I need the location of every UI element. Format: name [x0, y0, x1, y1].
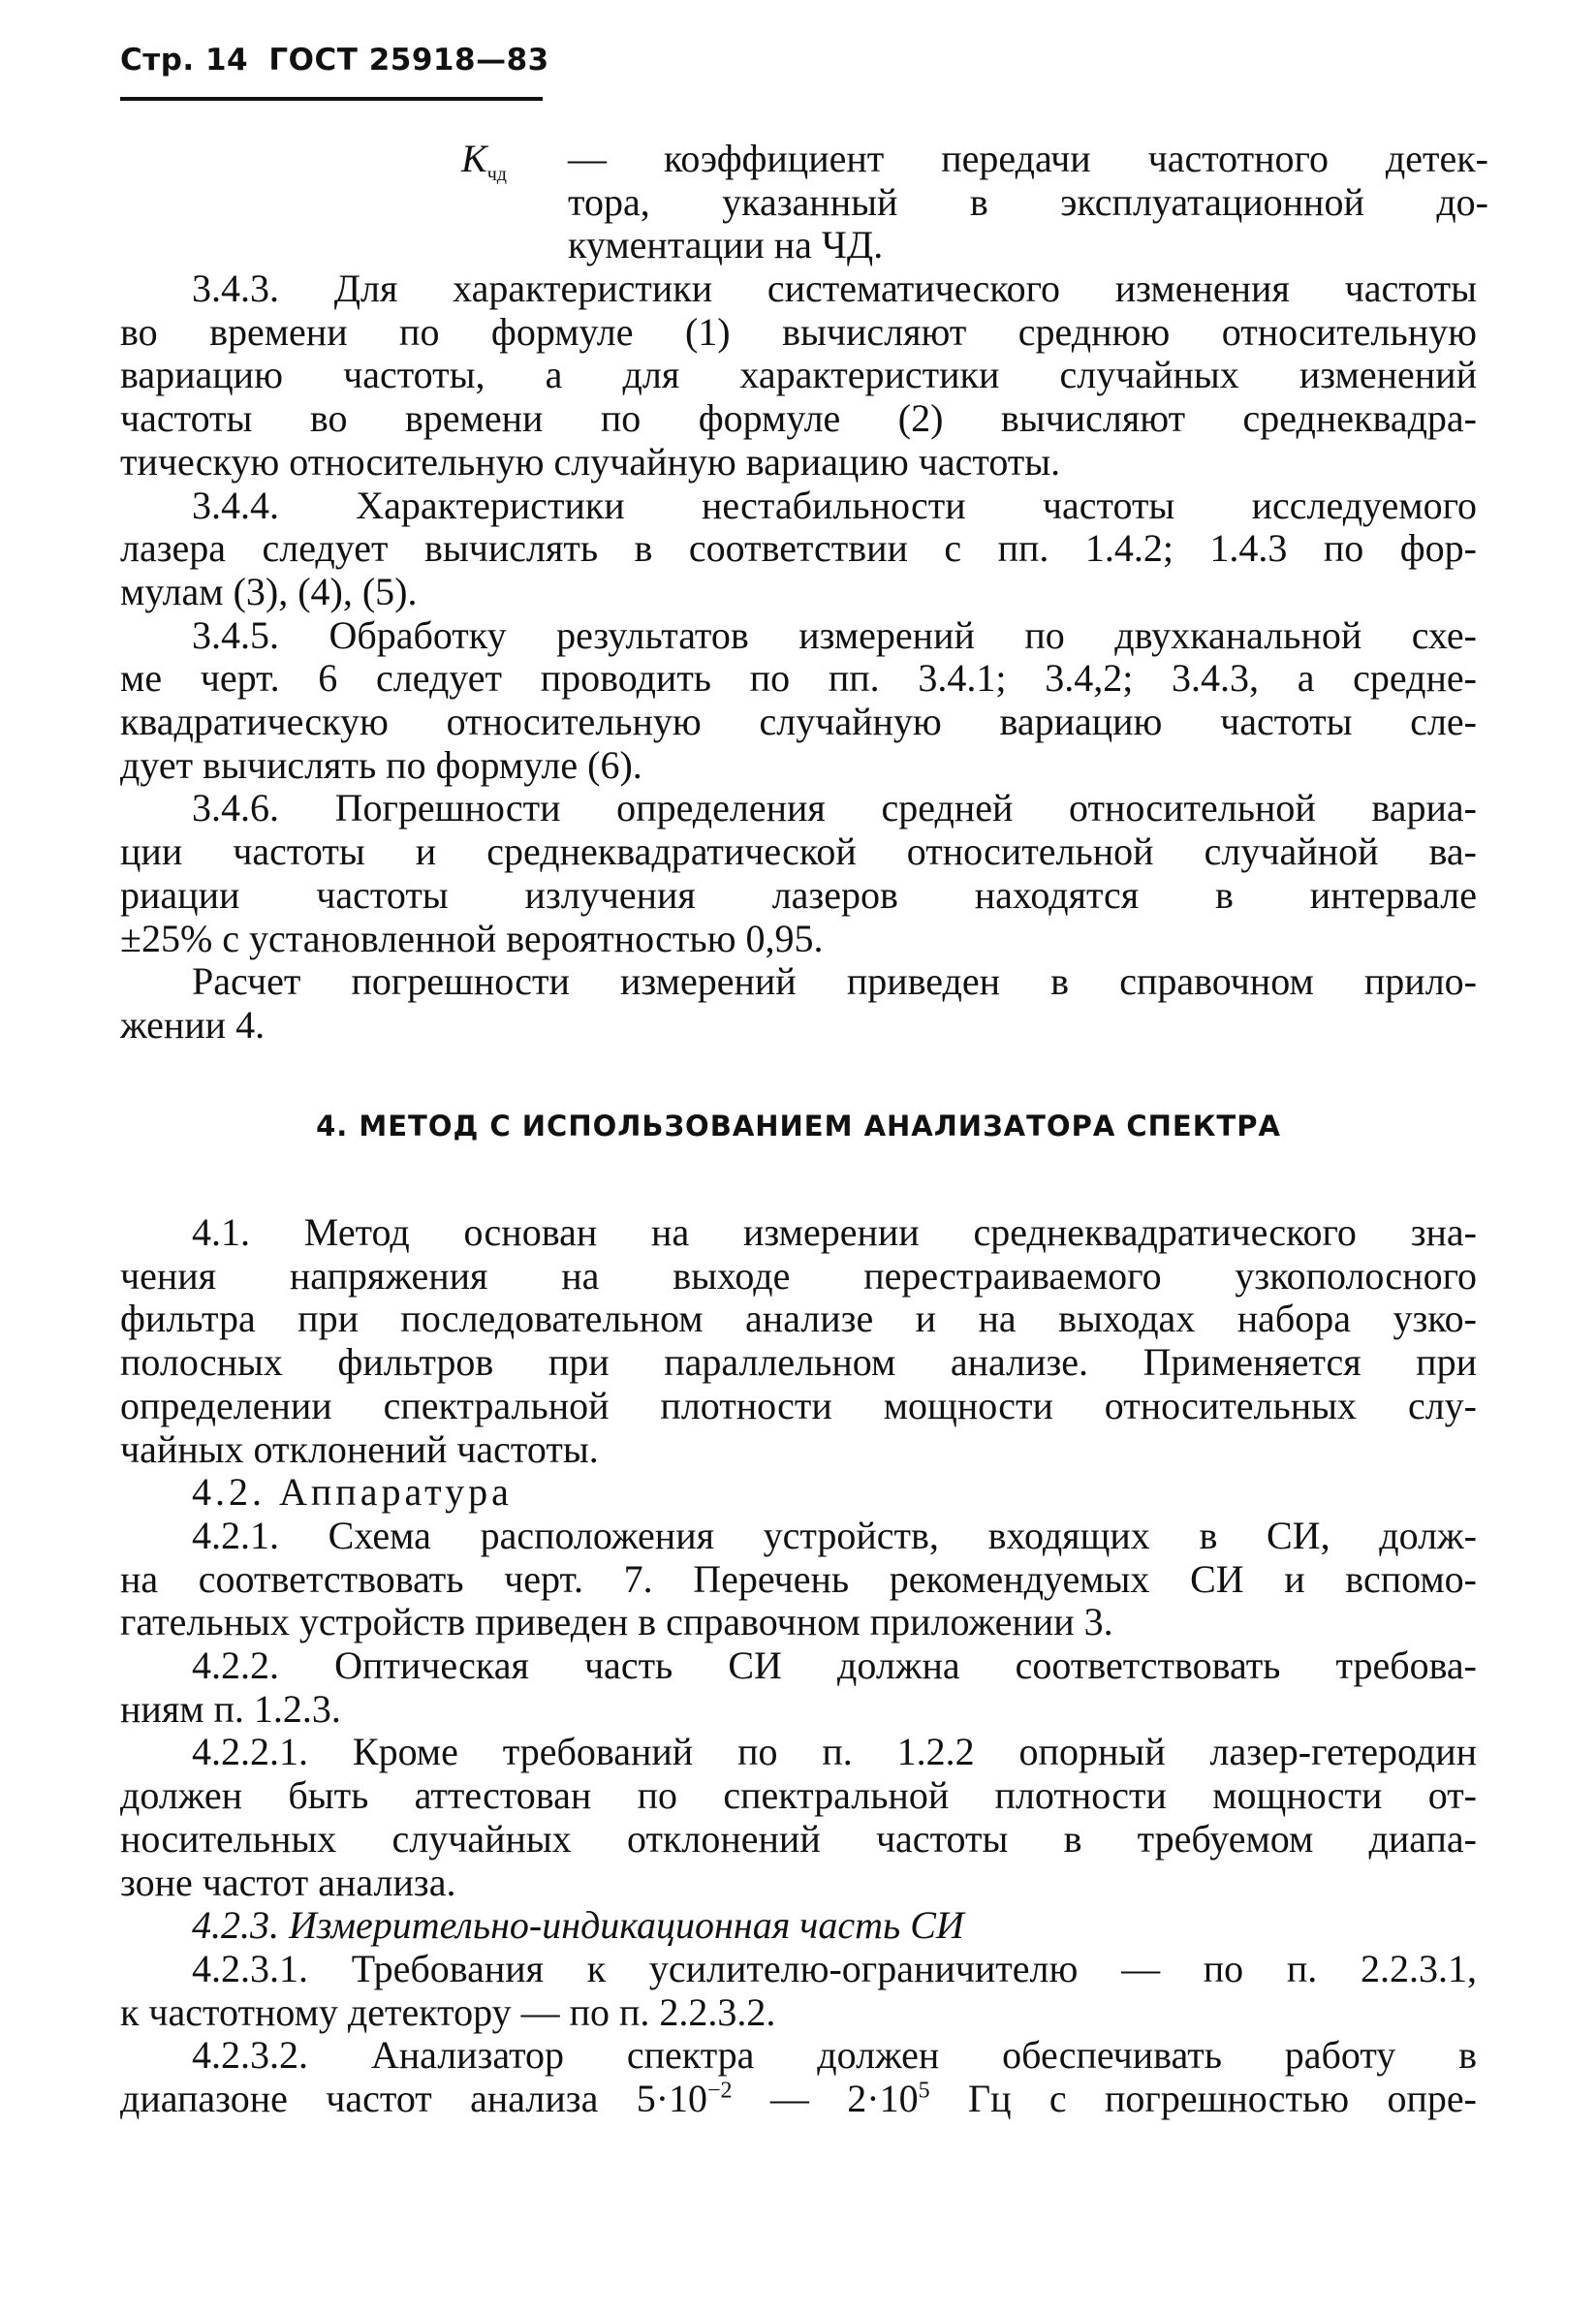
paragraph-error-calc-line: жении 4. — [120, 1002, 266, 1047]
paragraph-3-4-3-line: во времени по формуле (1) вычисляют среднюю относительную — [120, 309, 1477, 354]
section-4-body — [120, 1211, 1477, 2121]
standard-code: ГОСТ 25918—83 — [268, 43, 549, 78]
subsection-measuring-part: 4.2.3. Измерительно-индикационная часть СИ — [192, 1903, 964, 1948]
paragraph-3-4-3-line: тическую относительную случайную вариацию частоты. — [120, 439, 1061, 484]
paragraph-4-1-line: определении спектральной плотности мощности относительных слу- — [120, 1383, 1477, 1427]
paragraph-3-4-5-line: квадратическую относительную случайную вариацию частоты сле- — [120, 700, 1477, 744]
paragraph-4-2-1-line: гательных устройств приведен в справочном приложении 3. — [120, 1600, 1113, 1644]
paragraph-4-2-3-1-line: к частотному детектору — по п. 2.2.3.2. — [120, 1989, 776, 2034]
paragraph-4-2-1-line: на соответствовать черт. 7. Перечень рекомендуемых СИ и вспомо- — [120, 1556, 1477, 1601]
paragraph-4-1-line: 4.1. Метод основан на измерении среднеквадратического зна- — [192, 1210, 1477, 1254]
paragraph-3-4-3-line: вариацию частоты, а для характеристики случайных изменений — [120, 353, 1477, 397]
paragraph-4-2-3-2-line: 4.2.3.2. Анализатор спектра должен обеспечивать работу в — [192, 2033, 1477, 2078]
paragraph-3-4-4-line: лазера следует вычислять в соответствии с пп. 1.4.2; 1.4.3 по фор- — [120, 526, 1477, 571]
paragraphs-3-4 — [120, 267, 1477, 1048]
paragraph-3-4-4-line: 3.4.4. Характеристики нестабильности частоты исследуемого — [192, 483, 1477, 527]
paragraph-error-calc-line: Расчет погрешности измерений приведен в справочном прило- — [192, 959, 1477, 1004]
variable-symbol: $K_{чд}$ — [461, 137, 507, 185]
paragraph-3-4-5-line: ме черт. 6 следует проводить по пп. 3.4.1; 3.4,2; 3.4.3, а средне- — [120, 656, 1477, 701]
paragraph-3-4-5-line: дует вычислять по формуле (6). — [120, 742, 642, 787]
section-title: 4. МЕТОД С ИСПОЛЬЗОВАНИЕМ АНАЛИЗАТОРА СПЕКТРА — [316, 1110, 1281, 1142]
paragraph-4-2-3-2-last-line: диапазоне частот анализа $5\cdot 10^{-2}$ — $2\cdot 10^5$ Гц с погрешностью опре- — [120, 2077, 1477, 2121]
paragraph-3-4-6-line: риации частоты излучения лазеров находятся в интервале — [120, 872, 1477, 917]
var-line-3: кументации на ЧД. — [568, 223, 884, 267]
paragraph-4-1-line: полосных фильтров при параллельном анализе. Применяется при — [120, 1340, 1477, 1385]
page-header — [120, 43, 559, 78]
paragraph-4-2-2-line: ниям п. 1.2.3. — [120, 1686, 341, 1731]
paragraph-4-1-line: чения напряжения на выходе перестраиваемого узкополосного — [120, 1253, 1477, 1298]
paragraph-3-4-4-line: мулам (3), (4), (5). — [120, 569, 418, 613]
variable-definition — [461, 138, 1488, 267]
paragraph-3-4-6-line: ±25% с установленной вероятностью 0,95. — [120, 916, 824, 960]
paragraph-3-4-6-line: 3.4.6. Погрешности определения средней относительной вариа- — [192, 786, 1477, 830]
paragraph-4-2-2-1-line: 4.2.2.1. Кроме требований по п. 1.2.2 опорный лазер-гетеродин — [192, 1730, 1477, 1774]
paragraph-4-2-3-1-line: 4.2.3.1. Требования к усилителю-ограничителю — по п. 2.2.3.1, — [192, 1946, 1477, 1990]
page-number: Стр. 14 — [120, 43, 249, 78]
var-line-2: тора, указанный в эксплуатационной до- — [568, 179, 1488, 224]
paragraph-3-4-6-line: ции частоты и среднеквадратической относительной случайной ва- — [120, 829, 1477, 874]
paragraph-4-1-line: чайных отклонений частоты. — [120, 1426, 599, 1471]
paragraph-4-1-line: фильтра при последовательном анализе и на выходах набора узко- — [120, 1297, 1477, 1341]
var-line-1: — коэффициент передачи частотного детек- — [568, 137, 1488, 180]
paragraph-4-2-2-1-line: носительных случайных отклонений частоты в требуемом диапа- — [120, 1816, 1477, 1861]
paragraph-3-4-5-line: 3.4.5. Обработку результатов измерений по двухканальной схе- — [192, 612, 1477, 657]
paragraph-4-2-1-line: 4.2.1. Схема расположения устройств, входящих в СИ, долж- — [192, 1513, 1477, 1557]
header-divider — [120, 97, 543, 101]
paragraph-4-2-2-1-line: зоне частот анализа. — [120, 1860, 456, 1904]
paragraph-4-2-2-line: 4.2.2. Оптическая часть СИ должна соответствовать требова- — [192, 1643, 1477, 1688]
paragraph-3-4-3-line: частоты во времени по формуле (2) вычисляют среднеквадра- — [120, 396, 1477, 441]
paragraph-3-4-3-line: 3.4.3. Для характеристики систематического изменения частоты — [192, 266, 1477, 310]
variable-description — [568, 138, 1488, 267]
subsection-apparatus: 4.2. Аппаратура — [192, 1470, 513, 1515]
paragraph-4-2-2-1-line: должен быть аттестован по спектральной плотности мощности от- — [120, 1773, 1477, 1818]
